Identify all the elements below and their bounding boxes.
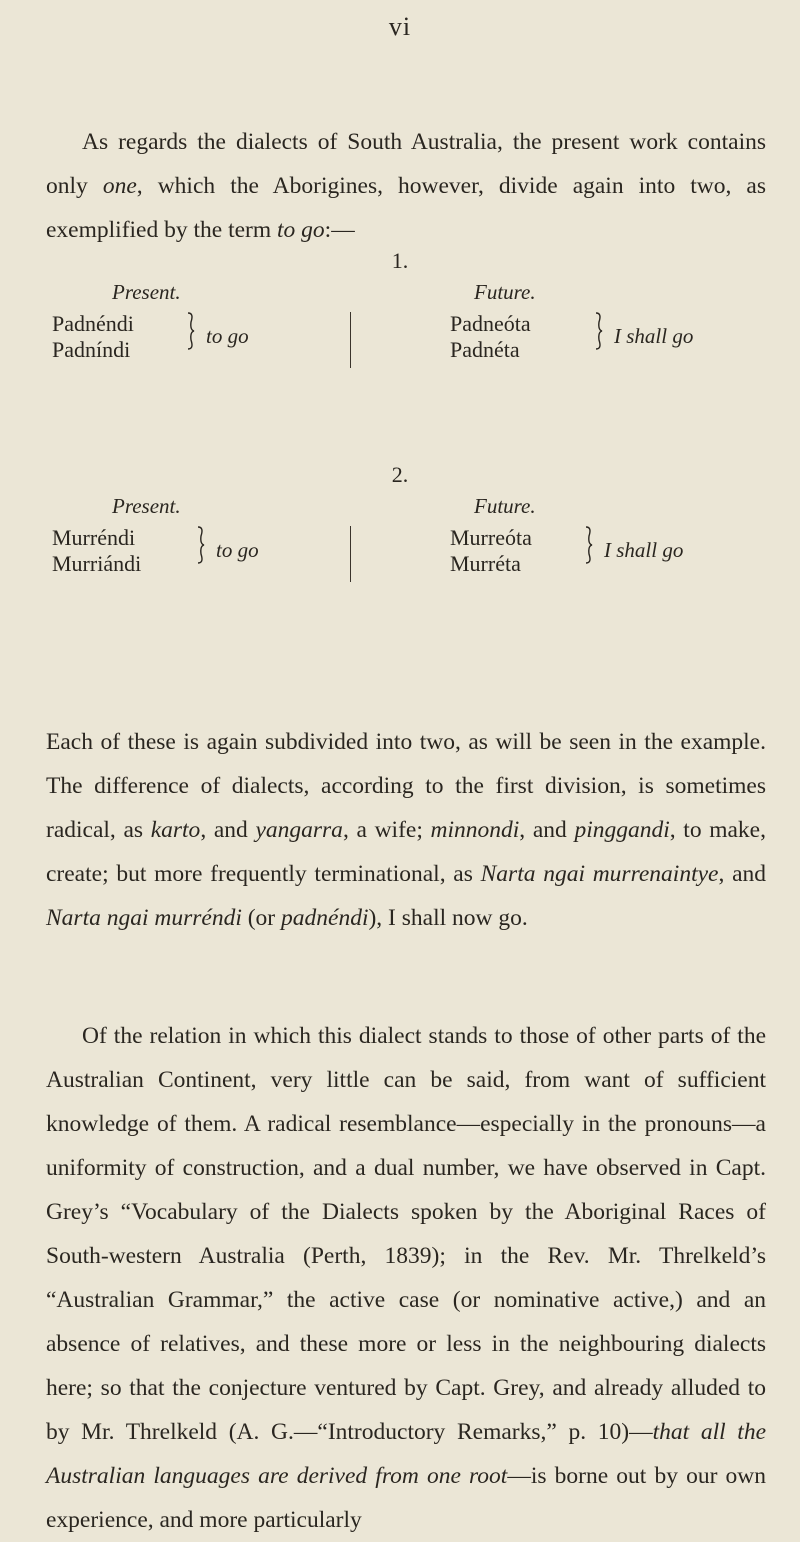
section-1-present-label: Present. bbox=[112, 280, 181, 304]
section-1-present-brace bbox=[186, 312, 196, 350]
section-2-present-word-1: Murréndi bbox=[52, 525, 136, 550]
section-2-number: 2. bbox=[391, 462, 409, 487]
section-2-present-brace bbox=[196, 526, 206, 564]
section-2-future-brace bbox=[584, 526, 594, 564]
section-1-future-brace bbox=[594, 312, 604, 350]
section-1-present-word-2: Padníndi bbox=[52, 337, 131, 362]
section-1-divider bbox=[350, 312, 351, 368]
section-2-present-label: Present. bbox=[112, 494, 181, 518]
section-1-present-word-1: Padnéndi bbox=[52, 311, 134, 336]
section-2-future-gloss: I shall go bbox=[604, 538, 684, 562]
section-2-present-gloss: to go bbox=[216, 538, 259, 562]
section-1-future-word-2: Padnéta bbox=[450, 337, 520, 362]
section-1-future-word-1: Padneóta bbox=[450, 311, 531, 336]
section-2-future-word-2: Murréta bbox=[450, 551, 521, 576]
section-1-number: 1. bbox=[391, 248, 409, 273]
section-2-future-label: Future. bbox=[474, 494, 536, 518]
paragraph-dialect-division: Each of these is again subdivided into two, as will be seen in the example. The difference of dialects, according to the first division, is sometimes radical, as karto, and yangarra, a wife; minnondi, and pinggandi, to make, create; but more frequently terminational, as Narta ngai murrenaintye, and Narta ngai murréndi (or padnéndi), I shall now go. bbox=[46, 729, 767, 931]
section-1-present-gloss: to go bbox=[206, 324, 249, 348]
section-2-divider bbox=[350, 526, 351, 582]
section-1-future-gloss: I shall go bbox=[614, 324, 694, 348]
section-2-present-word-2: Murriándi bbox=[52, 551, 142, 576]
section-1-future-label: Future. bbox=[474, 280, 536, 304]
section-2-future-word-1: Murreóta bbox=[450, 525, 532, 550]
paragraph-continent-relation: Of the relation in which this dialect stands to those of other parts of the Australian Continent, very little can be said, from want of sufficient knowledge of them. A radical resemblance—especially in the pronouns—a uniformity of construction, and a dual number, we have observed in Capt. Grey’s “Vocabulary of the Dialects spoken by the Aboriginal Races of South-western Australia (Perth, 1839); in the Rev. Mr. Threlkeld’s “Australian Grammar,” the active case (or nominative active,) and an absence of relatives, and these more or less in the neighbouring dialects here; so that the conjecture ventured by Capt. Grey, and already alluded to by Mr. Threlkeld (A. G.—“Introductory Remarks,” p. 10)—that all the Australian languages are derived from one root—is borne out by our own experience, and more particularly bbox=[46, 1023, 767, 1533]
intro-paragraph: As regards the dialects of South Australia, the present work contains only one, which the Aborigines, however, divide again into two, as exemplified by the term to go:— bbox=[46, 129, 766, 243]
page-number: vi bbox=[388, 12, 412, 41]
